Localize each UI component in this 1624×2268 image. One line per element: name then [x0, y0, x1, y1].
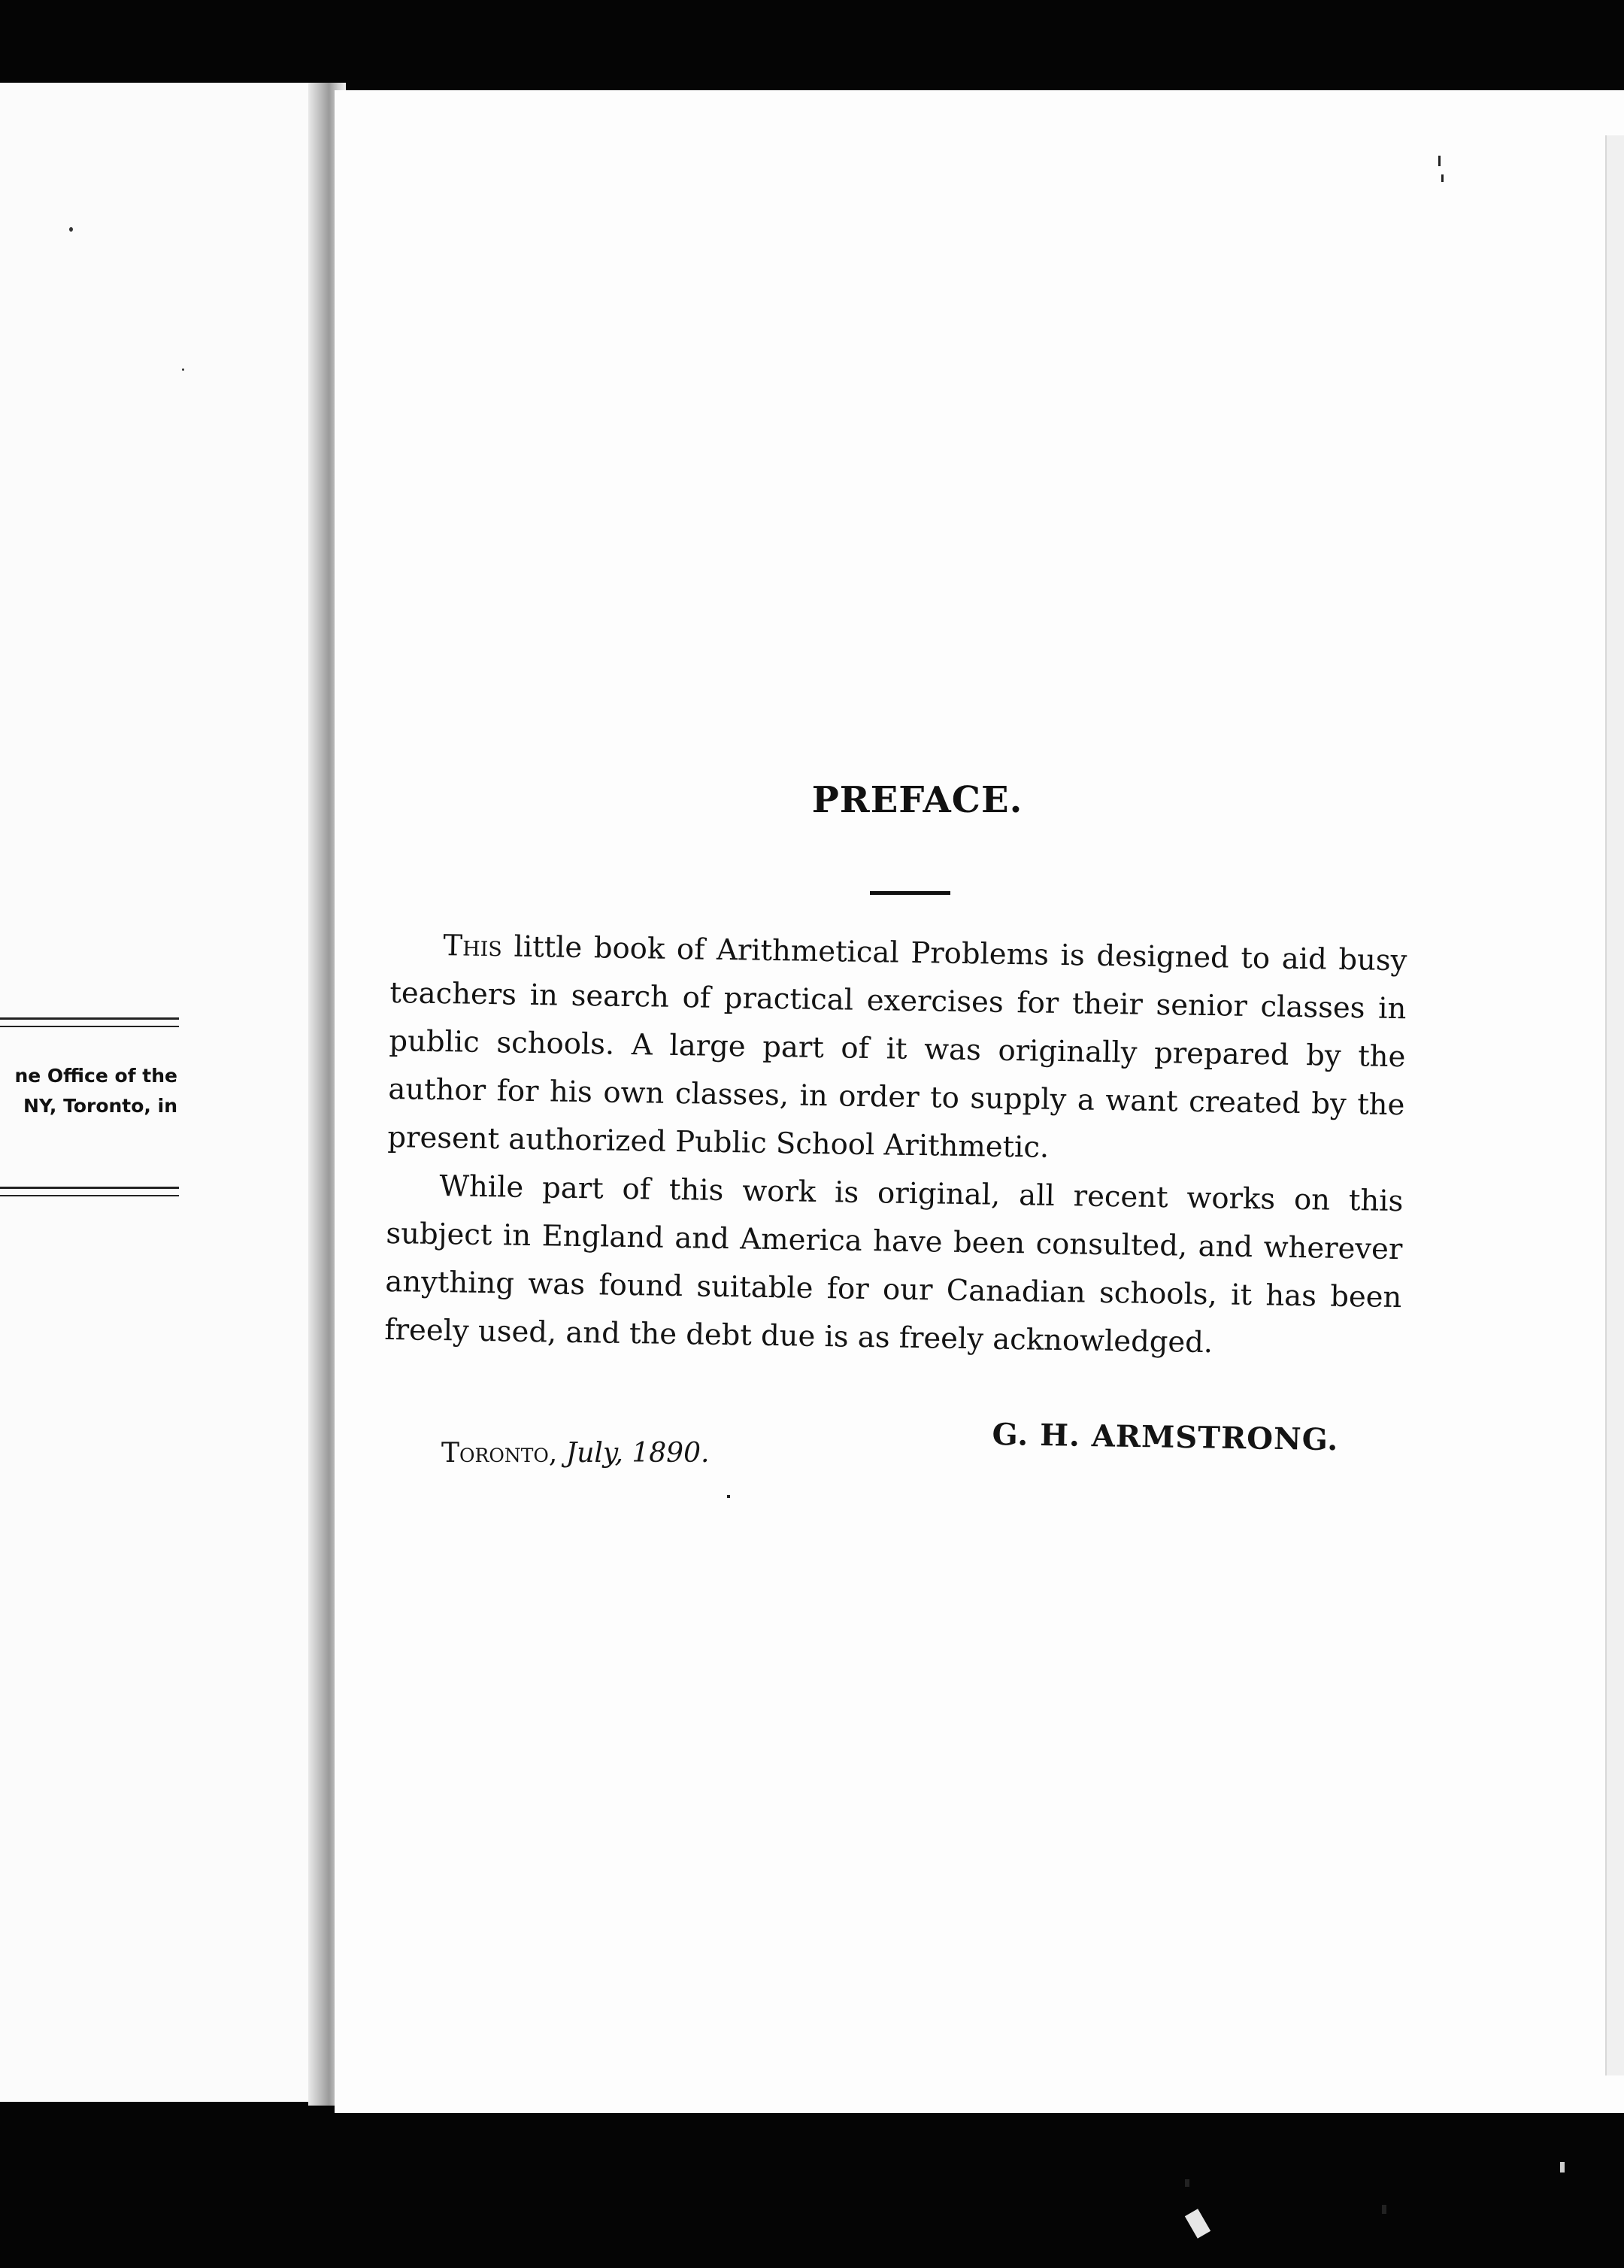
scan-speck	[1185, 2179, 1189, 2187]
page-title: PREFACE.	[811, 779, 1023, 821]
author-signature: G. H. ARMSTRONG.	[992, 1417, 1339, 1458]
title-divider	[870, 891, 950, 895]
place-date-line	[441, 1438, 709, 1469]
left-page-rule	[0, 1017, 179, 1020]
paragraph-text: little book of Arithmetical Problems is designed to aid busy teachers in search of practical exercises for their senior classes in public schools. A large part of it was originally prepared by the author for his own classes, in order to supply a want created by the present authorized Public School Arithmetic.	[387, 929, 1407, 1165]
scan-speck	[1560, 2162, 1565, 2172]
scan-speck	[1185, 2209, 1210, 2238]
left-page-rule	[0, 1195, 179, 1196]
place-text: Toronto,	[441, 1438, 558, 1469]
preface-heading-block	[767, 779, 1068, 824]
left-page-text-line: ne Office of the	[14, 1065, 177, 1087]
scan-speck	[727, 1495, 730, 1498]
left-page-rule	[0, 1187, 179, 1189]
scan-speck	[1438, 156, 1441, 166]
paragraph-lead-word: This	[443, 929, 503, 964]
date-text: July, 1890.	[565, 1438, 710, 1469]
page-edge	[1605, 135, 1624, 2075]
preface-paragraph	[387, 921, 1407, 1178]
preface-paragraph: While part of this work is original, all recent works on this subject in England and America have been consulted, and wherever anything was found suitable for our Canadian schools, it has been freely used, and the debt due is as freely acknowledged.	[384, 1169, 1404, 1360]
left-page-text-line: NY, Toronto, in	[23, 1095, 177, 1117]
left-page-fragment	[0, 83, 323, 2102]
left-page-rule	[0, 1026, 179, 1027]
preface-body	[384, 921, 1407, 1370]
scan-speck	[1382, 2205, 1386, 2214]
scan-speck	[1441, 174, 1444, 182]
